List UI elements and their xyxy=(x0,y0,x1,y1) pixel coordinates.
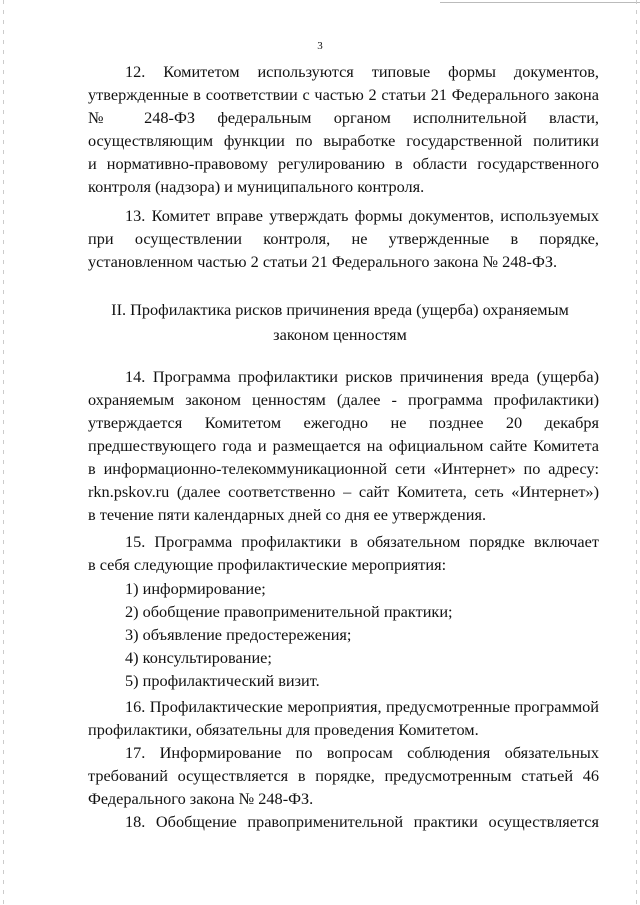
text-line: контроля (надзора) и муниципального контроля. xyxy=(88,177,425,196)
text-line: Федерального закона № 248-ФЗ. xyxy=(88,789,314,808)
text-line: при осуществлении контроля, не утвержденные в порядке, xyxy=(88,229,599,248)
text-line: и нормативно-правовому регулированию в области государственного xyxy=(88,154,599,173)
page-number: 3 xyxy=(317,40,323,52)
text-line: rkn.pskov.ru (далее соответственно – сайт Комитета, сеть «Интернет») xyxy=(88,482,599,501)
text-line: 15. Программа профилактики в обязательном порядке включает xyxy=(125,532,599,551)
text-line: утвержденные в соответствии с частью 2 статьи 21 Федерального закона xyxy=(88,85,599,104)
paragraph-12 xyxy=(88,60,599,198)
paragraph-14 xyxy=(88,365,599,526)
section-heading xyxy=(80,297,600,347)
list-item: 4) консультирование; xyxy=(125,648,272,667)
paragraph-13 xyxy=(88,204,599,273)
text-line: 13. Комитет вправе утверждать формы документов, используемых xyxy=(125,206,599,225)
heading-line: II. Профилактика рисков причинения вреда (ущерба) охраняемым xyxy=(111,300,569,319)
paragraph-17 xyxy=(88,741,599,810)
text-line: охраняемым законом ценностям (далее - программа профилактики) xyxy=(88,390,599,409)
text-line: 14. Программа профилактики рисков причинения вреда (ущерба) xyxy=(125,367,599,386)
text-line: установленном частью 2 статьи 21 Федерального закона № 248-ФЗ. xyxy=(88,252,558,271)
list-item: 3) объявление предостережения; xyxy=(125,625,352,644)
text-line: профилактики, обязательны для проведения Комитетом. xyxy=(88,720,479,739)
text-line: 17. Информирование по вопросам соблюдения обязательных xyxy=(125,743,599,762)
text-line: 12. Комитетом используются типовые формы документов, xyxy=(125,62,599,81)
text-line: в течение пяти календарных дней со дня ее утверждения. xyxy=(88,505,487,524)
text-line: утверждается Комитетом ежегодно не позднее 20 декабря xyxy=(88,413,599,432)
heading-line: законом ценностям xyxy=(273,325,407,344)
prevention-measures-list xyxy=(88,577,599,692)
text-line: 18. Обобщение правоприменительной практики осуществляется xyxy=(125,812,599,831)
text-line: предшествующего года и размещается на официальном сайте Комитета xyxy=(88,436,599,455)
list-item: 5) профилактический визит. xyxy=(125,671,320,690)
right-edge-marks xyxy=(636,0,637,905)
text-line: № 248-ФЗ федеральным органом исполнительной власти, xyxy=(88,108,599,127)
top-border-line xyxy=(440,2,640,3)
text-line: в себя следующие профилактические мероприятия: xyxy=(88,555,447,574)
paragraph-15 xyxy=(88,530,599,576)
paragraph-18 xyxy=(88,810,599,833)
text-line: в информационно-телекоммуникационной сети «Интернет» по адресу: xyxy=(88,459,599,478)
text-line: требований осуществляется в порядке, предусмотренным статьей 46 xyxy=(88,766,599,785)
list-item: 1) информирование; xyxy=(125,579,266,598)
paragraph-16 xyxy=(88,695,599,741)
left-edge-marks xyxy=(3,0,4,905)
text-line: 16. Профилактические мероприятия, предусмотренные программой xyxy=(125,697,599,716)
list-item: 2) обобщение правоприменительной практики; xyxy=(125,602,453,621)
text-line: осуществляющим функции по выработке государственной политики xyxy=(88,131,599,150)
